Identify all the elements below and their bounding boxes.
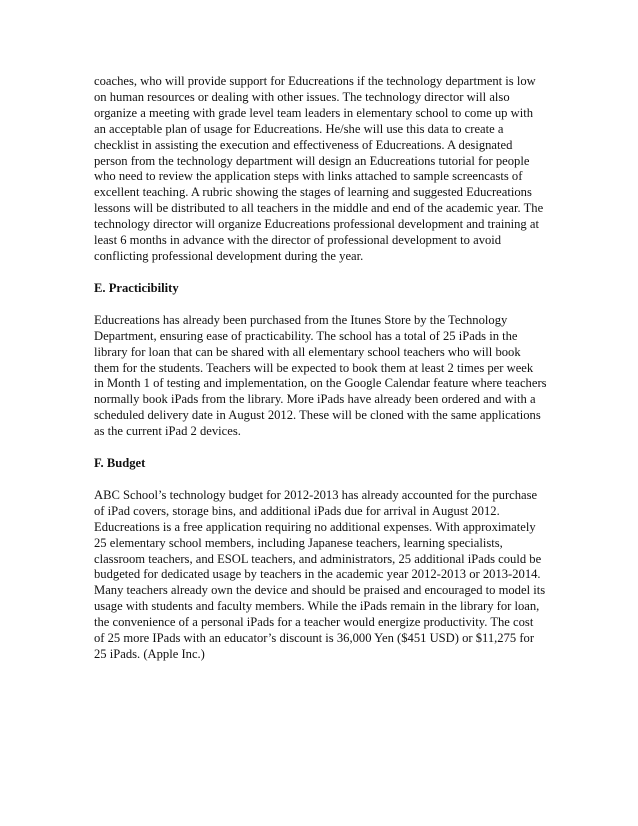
spacer xyxy=(94,472,554,488)
text-line: organize a meeting with grade level team leaders in elementary school to come up with xyxy=(94,105,533,120)
text-line: conflicting professional development during the year. xyxy=(94,248,364,263)
text-line: them for the students. Teachers will be expected to book them at least 2 times per week xyxy=(94,360,534,375)
paragraph-practicibility xyxy=(94,313,554,440)
document-body xyxy=(94,74,554,663)
text-line: in Month 1 of testing and implementation, on the Google Calendar feature where teachers xyxy=(94,376,547,391)
spacer xyxy=(94,265,554,281)
paragraph-budget xyxy=(94,488,554,663)
text-line: least 6 months in advance with the director of professional development to avoid xyxy=(94,233,502,248)
text-line: an acceptable plan of usage for Educreations. He/she will use this data to create a xyxy=(94,121,504,136)
text-line: technology director will organize Educreations professional development and training at xyxy=(94,217,539,232)
text-line: usage with students and faculty members. While the iPads remain in the library for loan, xyxy=(94,599,540,614)
text-line: 25 elementary school members, including Japanese teachers, learning specialists, xyxy=(94,535,503,550)
text-line: coaches, who will provide support for Educreations if the technology department is low xyxy=(94,74,536,88)
text-line: lessons will be distributed to all teachers in the middle and end of the academic year. The xyxy=(94,201,544,216)
paragraph-implementation xyxy=(94,74,554,265)
text-line: scheduled delivery date in August 2012. These will be cloned with the same applications xyxy=(94,408,541,423)
text-line: budgeted for dedicated usage by teachers in the academic year 2012-2013 or 2013-2014. xyxy=(94,567,541,582)
text-line: ABC School’s technology budget for 2012-2013 has already accounted for the purchase xyxy=(94,487,538,502)
section-heading-practicibility: E. Practicibility xyxy=(94,280,179,295)
text-line: person from the technology department will design an Educreations tutorial for people xyxy=(94,153,530,168)
section-heading-budget: F. Budget xyxy=(94,456,146,471)
text-line: of iPad covers, storage bins, and additional iPads due for arrival in August 2012. xyxy=(94,503,500,518)
text-line: normally book iPads from the library. More iPads have already been ordered and with a xyxy=(94,392,536,407)
text-line: of 25 more IPads with an educator’s discount is 36,000 Yen ($451 USD) or $11,275 for xyxy=(94,631,535,646)
text-line: the convenience of a personal iPads for a teacher would energize productivity. The cost xyxy=(94,615,534,630)
text-line: Educreations has already been purchased from the Itunes Store by the Technology xyxy=(94,312,508,327)
text-line: library for loan that can be shared with all elementary school teachers who will book xyxy=(94,344,521,359)
spacer xyxy=(94,440,554,456)
text-line: excellent teaching. A rubric showing the stages of learning and suggested Educreations xyxy=(94,185,532,200)
text-line: who need to review the application steps with links attached to sample screencasts of xyxy=(94,169,523,184)
text-line: as the current iPad 2 devices. xyxy=(94,424,241,439)
text-line: 25 iPads. (Apple Inc.) xyxy=(94,647,205,661)
spacer xyxy=(94,297,554,313)
text-line: checklist in assisting the execution and effectiveness of Educreations. A designated xyxy=(94,137,513,152)
text-line: on human resources or dealing with other issues. The technology director will also xyxy=(94,89,510,104)
text-line: classroom teachers, and ESOL teachers, and administrators, 25 additional iPads could be xyxy=(94,551,542,566)
text-line: Department, ensuring ease of practicability. The school has a total of 25 iPads in the xyxy=(94,328,518,343)
text-line: Many teachers already own the device and should be praised and encouraged to model its xyxy=(94,583,546,598)
text-line: Educreations is a free application requiring no additional expenses. With approximately xyxy=(94,519,536,534)
